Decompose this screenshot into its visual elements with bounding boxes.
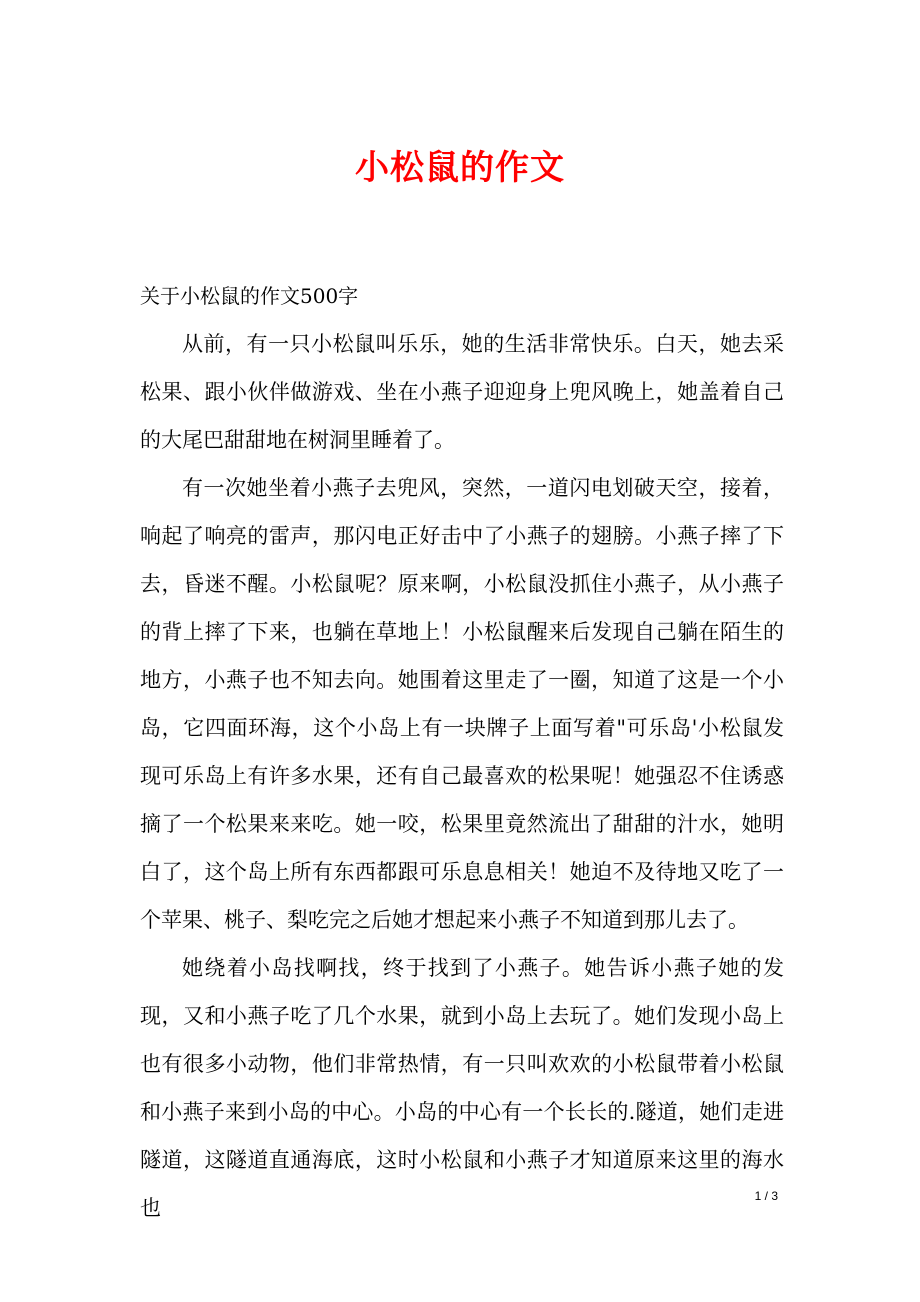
document-subtitle: 关于小松鼠的作文500字	[140, 284, 359, 308]
paragraph-2: 有一次她坐着小燕子去兜风，突然，一道闪电划破天空，接着，响起了响亮的雷声，那闪电正好击中了小燕子的翅膀。小燕子摔了下去，昏迷不醒。小松鼠呢？原来啊，小松鼠没抓住小燕子，从小燕子的背上摔了下来，也躺在草地上！小松鼠醒来后发现自己躺在陌生的地方，小燕子也不知去向。她围着这里走了一圈，知道了这是一个小岛，它四面环海，这个小岛上有一块牌子上面写着"可乐岛'小松鼠发现可乐岛上有许多水果，还有自己最喜欢的松果呢！她强忍不住诱惑摘了一个松果来来吃。她一咬，松果里竟然流出了甜甜的汁水，她明白了，这个岛上所有东西都跟可乐息息相关！她迫不及待地又吃了一个苹果、桃子、梨吃完之后她才想起来小燕子不知道到那儿去了。	[140, 476, 784, 932]
document-title: 小松鼠的作文	[355, 148, 565, 188]
paragraph-1: 从前，有一只小松鼠叫乐乐，她的生活非常快乐。白天，她去采松果、跟小伙伴做游戏、坐在小燕子迎迎身上兜风晚上，她盖着自己的大尾巴甜甜地在树洞里睡着了。	[140, 332, 784, 452]
page-number: 1 / 3	[754, 1189, 778, 1203]
document-body	[140, 320, 784, 1232]
paragraph-3: 她绕着小岛找啊找，终于找到了小燕子。她告诉小燕子她的发现，又和小燕子吃了几个水果，就到小岛上去玩了。她们发现小岛上也有很多小动物，他们非常热情，有一只叫欢欢的小松鼠带着小松鼠和小燕子来到小岛的中心。小岛的中心有一个长长的.隧道，她们走进隧道，这隧道直通海底，这时小松鼠和小燕子才知道原来这里的海水也	[140, 956, 784, 1220]
